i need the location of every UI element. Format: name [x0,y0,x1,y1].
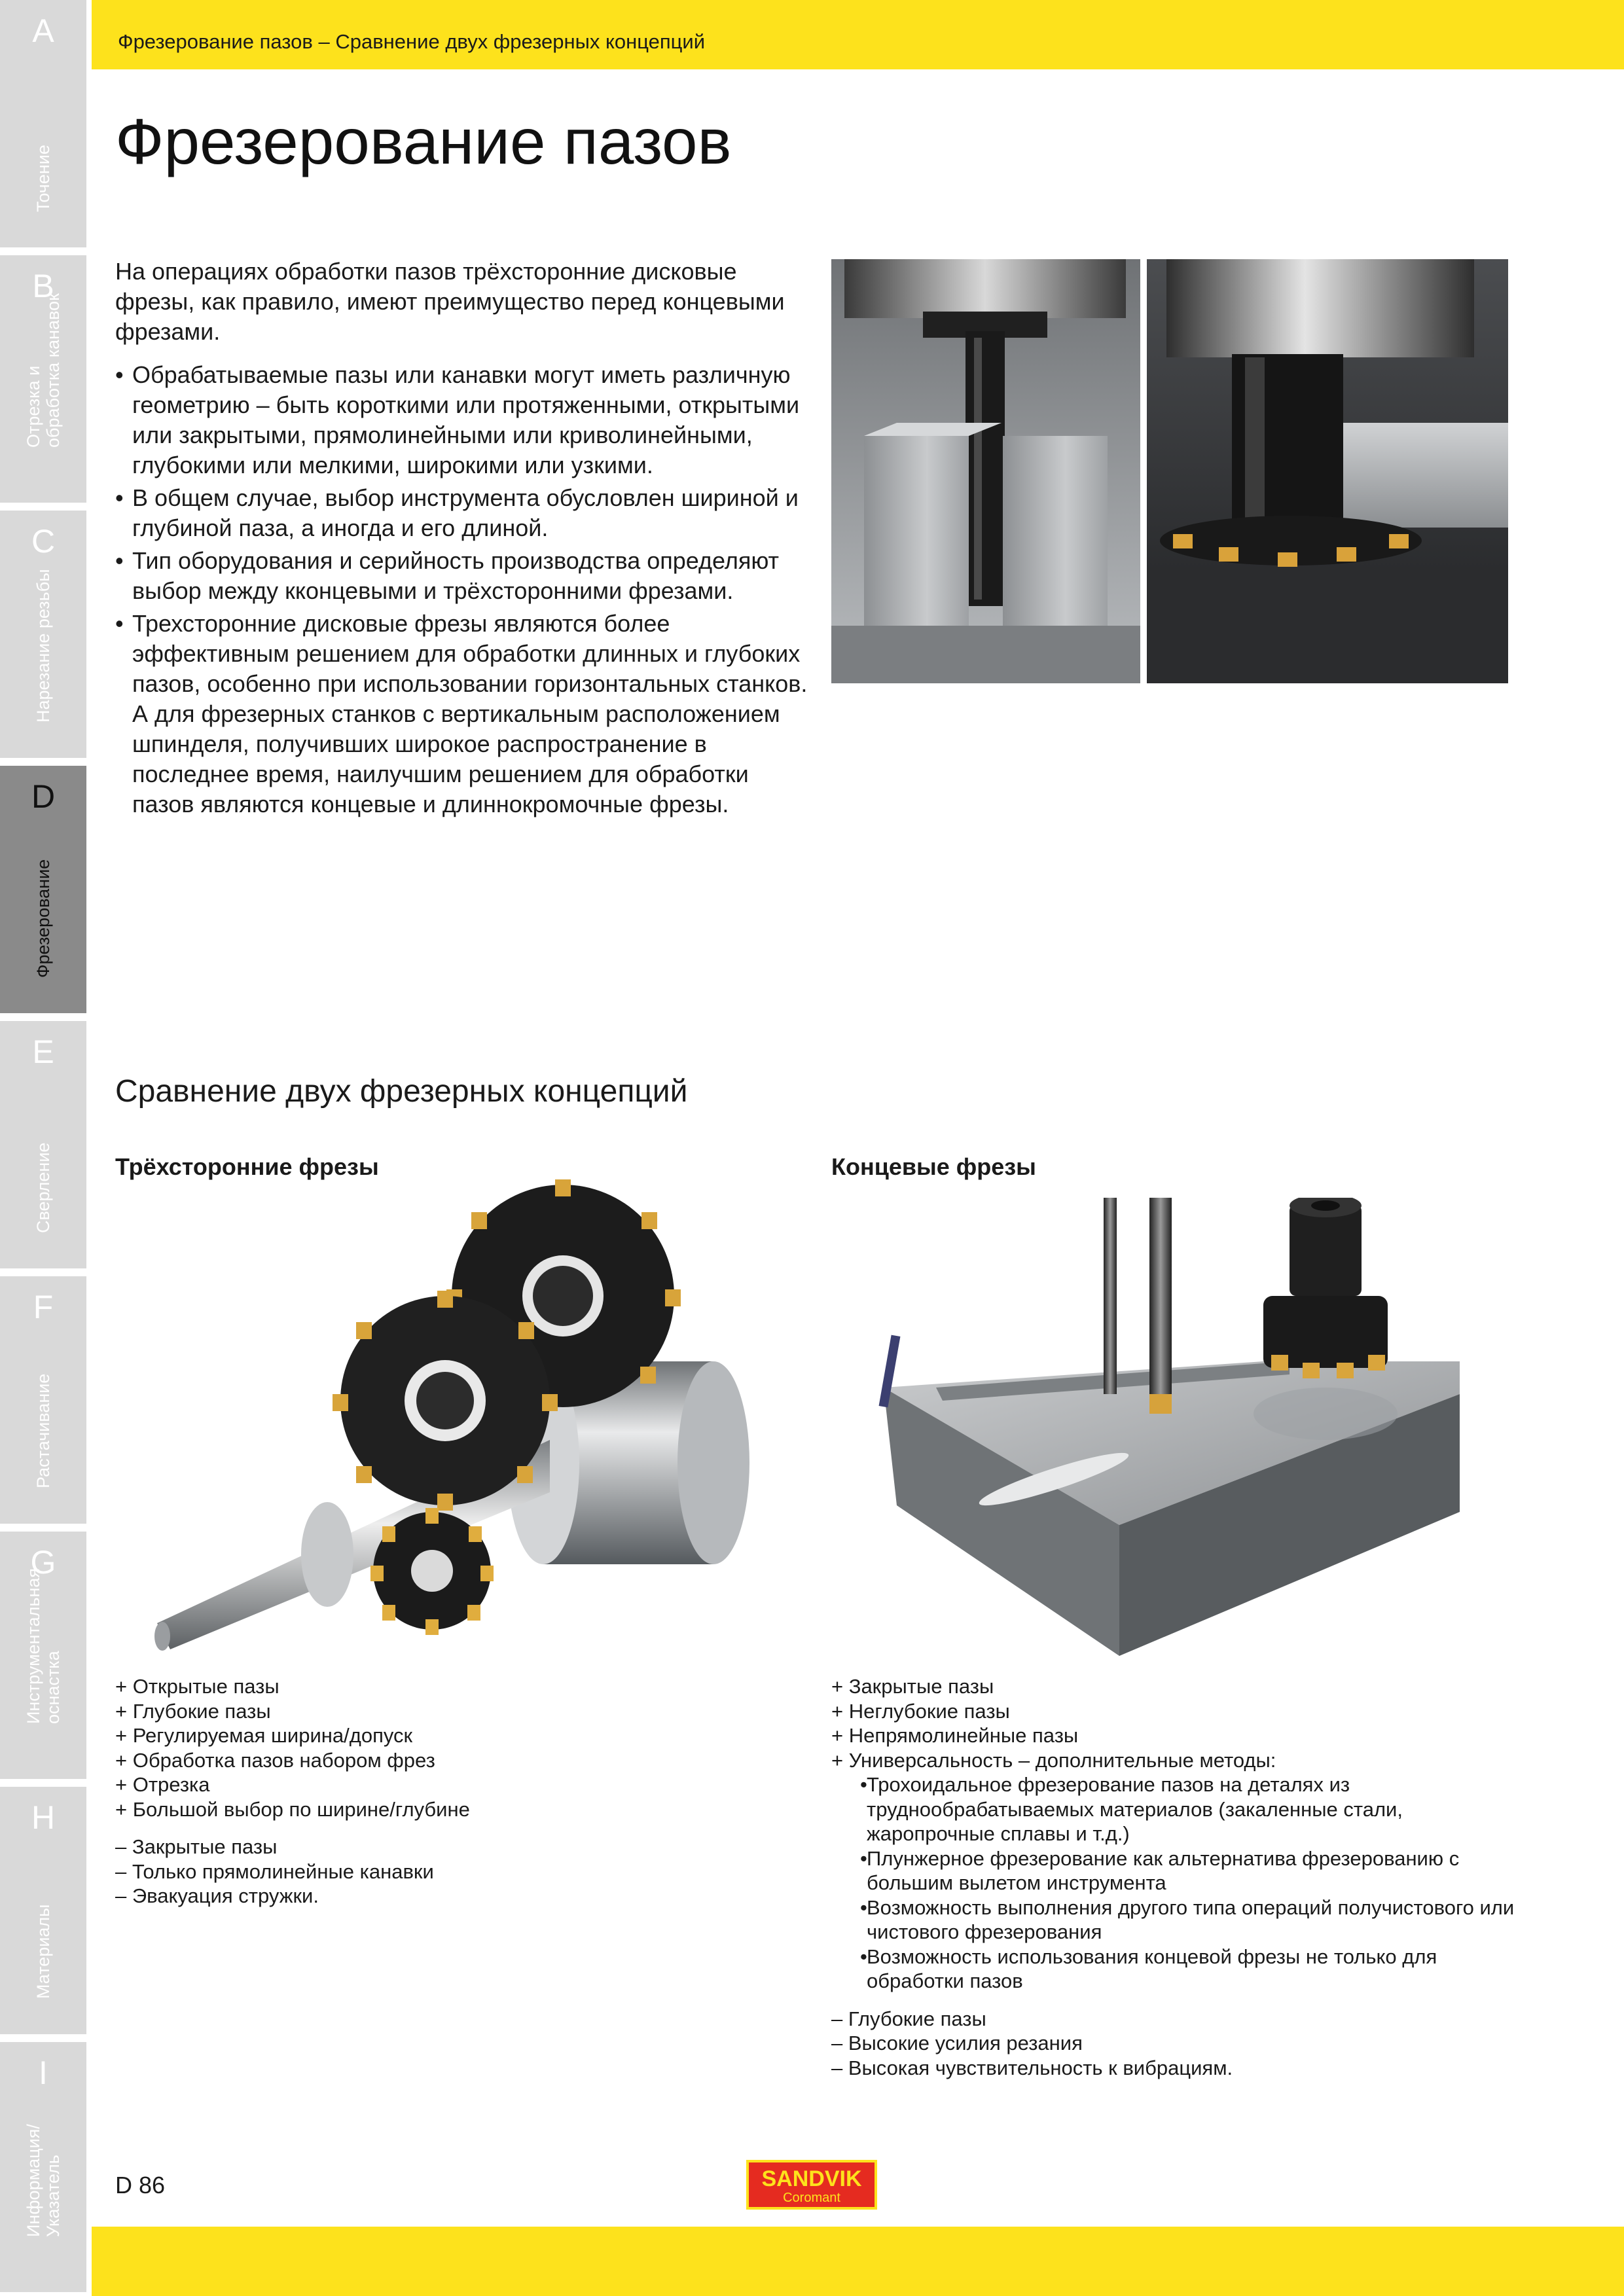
tab-i-information-index[interactable] [0,2042,86,2296]
list-item: • Обрабатываемые пазы или канавки могут иметь различную геометрию – быть короткими или протяженными, открытыми или закрытыми, прямолинейными или криволинейными, глубокими или мелкими, широкими или узкими. [115,360,809,480]
intro-lead: На операциях обработки пазов трёхсторонние дисковые фрезы, как правило, имеют преимущество перед концевыми фрезами. [115,258,785,345]
tab-d-milling[interactable] [0,766,86,1017]
list-item: • Плунжерное фрезерование как альтернатива фрезерованию с большим вылетом инструмента [831,1846,1525,1895]
tab-g-tooling[interactable] [0,1532,86,1783]
page-number: D 86 [115,2172,166,2198]
intro-bullets [115,360,809,819]
breadcrumb: Фрезерование пазов – Сравнение двух фрезерных концепций [118,30,706,53]
side-face-cutter-illustration [131,1165,759,1662]
tab-e-drilling[interactable] [0,1021,86,1272]
tab-h-materials[interactable] [0,1787,86,2038]
tab-label: Растачивание [33,1373,53,1488]
list-item: + Регулируемая ширина/допуск [115,1724,413,1747]
header-band [92,0,1624,69]
list-item: • Возможность выполнения другого типа операций получистового или чистового фрезерования [831,1895,1525,1945]
tab-f-boring[interactable] [0,1276,86,1528]
list-item: + Закрытые пазы [831,1675,994,1698]
list-item: + Отрезка [115,1773,210,1796]
tab-letter: E [32,1033,54,1070]
list-item: – Высокая чувствительность к вибрациям. [831,2056,1233,2079]
list-item: + Обработка пазов набором фрез [115,1748,435,1772]
list-item: • Возможность использования концевой фрезы не только для обработки пазов [831,1945,1525,1994]
cons-list [115,1835,770,1909]
tab-label: Информация/ Указатель [24,2124,63,2237]
end-mill-properties [831,1674,1525,2080]
list-item: + Непрямолинейные пазы [831,1724,1079,1747]
tab-label: Фрезерование [33,859,53,978]
page-title: Фрезерование пазов [115,105,732,177]
footer-band [92,2227,1624,2296]
tab-label: Сверление [33,1142,53,1233]
tab-label: Нарезание резьбы [33,569,53,723]
photo-end-mill-slotting [831,259,1140,683]
list-item: – Закрытые пазы [115,1835,278,1858]
section-title: Сравнение двух фрезерных концепций [115,1074,688,1109]
tab-letter: F [33,1289,54,1325]
tab-letter: C [31,523,56,560]
logo-text-top: SANDVIK [761,2166,862,2191]
tab-label: Инструментальная оснастка [24,1568,63,1724]
list-item: • В общем случае, выбор инструмента обусловлен шириной и глубиной паза, а иногда и его длиной. [115,483,809,543]
column-title-end-mills: Концевые фрезы [831,1153,1036,1180]
list-item: • Тип оборудования и серийность производства определяют выбор между кконцевыми и трёхсторонними фрезами. [115,546,809,606]
column-title-side-face-cutters: Трёхсторонние фрезы [115,1153,379,1180]
tab-letter: I [39,2054,48,2091]
list-item: + Открытые пазы [115,1675,280,1698]
intro-section [115,257,809,822]
list-item: – Глубокие пазы [831,2007,986,2030]
list-item: + Неглубокие пазы [831,1699,1010,1723]
pros-list [115,1674,770,1821]
pros-list [831,1674,1525,1772]
list-item: – Эвакуация стружки. [115,1884,319,1907]
list-item: – Только прямолинейные канавки [115,1859,434,1883]
photo-side-face-cutter [1147,259,1508,683]
side-face-cutter-properties [115,1674,770,1909]
section-sidebar [0,0,86,2296]
tab-letter: H [31,1799,56,1836]
list-item: + Глубокие пазы [115,1699,271,1723]
end-mill-workpiece-illustration [871,1198,1479,1662]
tab-c-threading[interactable] [0,511,86,762]
sandvik-coromant-logo [746,2160,877,2210]
cons-list [831,2007,1525,2081]
tab-label: Точение [33,145,53,212]
tab-letter: A [32,12,54,49]
tab-a-turning[interactable] [0,0,86,251]
list-item: + Универсальность – дополнительные методы: [831,1748,1276,1772]
list-item: + Большой выбор по ширине/глубине [115,1797,470,1821]
list-item: – Высокие усилия резания [831,2032,1083,2054]
list-item: • Трехсторонние дисковые фрезы являются более эффективным решением для обработки длинных и глубоких пазов, особенно при использовании горизонтальных станков. А для фрезерных станков с вертикальным расположением шпинделя, получивших широкое распространение в последнее время, наилучшим решением для обработки пазов являются концевые и длиннокромочные фрезы. [115,609,809,819]
tab-b-parting-grooving[interactable] [0,255,86,507]
tab-letter: B [32,268,54,304]
tab-letter: D [31,778,56,815]
methods-list [831,1772,1525,1994]
logo-text-bottom: Coromant [783,2191,840,2205]
tab-letter: G [30,1544,56,1581]
tab-label: Отрезка и обработка канавок [24,293,63,448]
tab-label: Материалы [33,1904,53,1999]
list-item: • Трохоидальное фрезерование пазов на деталях из труднообрабатываемых материалов (закаленные стали, жаропрочные сплавы и т.д.) [831,1772,1525,1846]
